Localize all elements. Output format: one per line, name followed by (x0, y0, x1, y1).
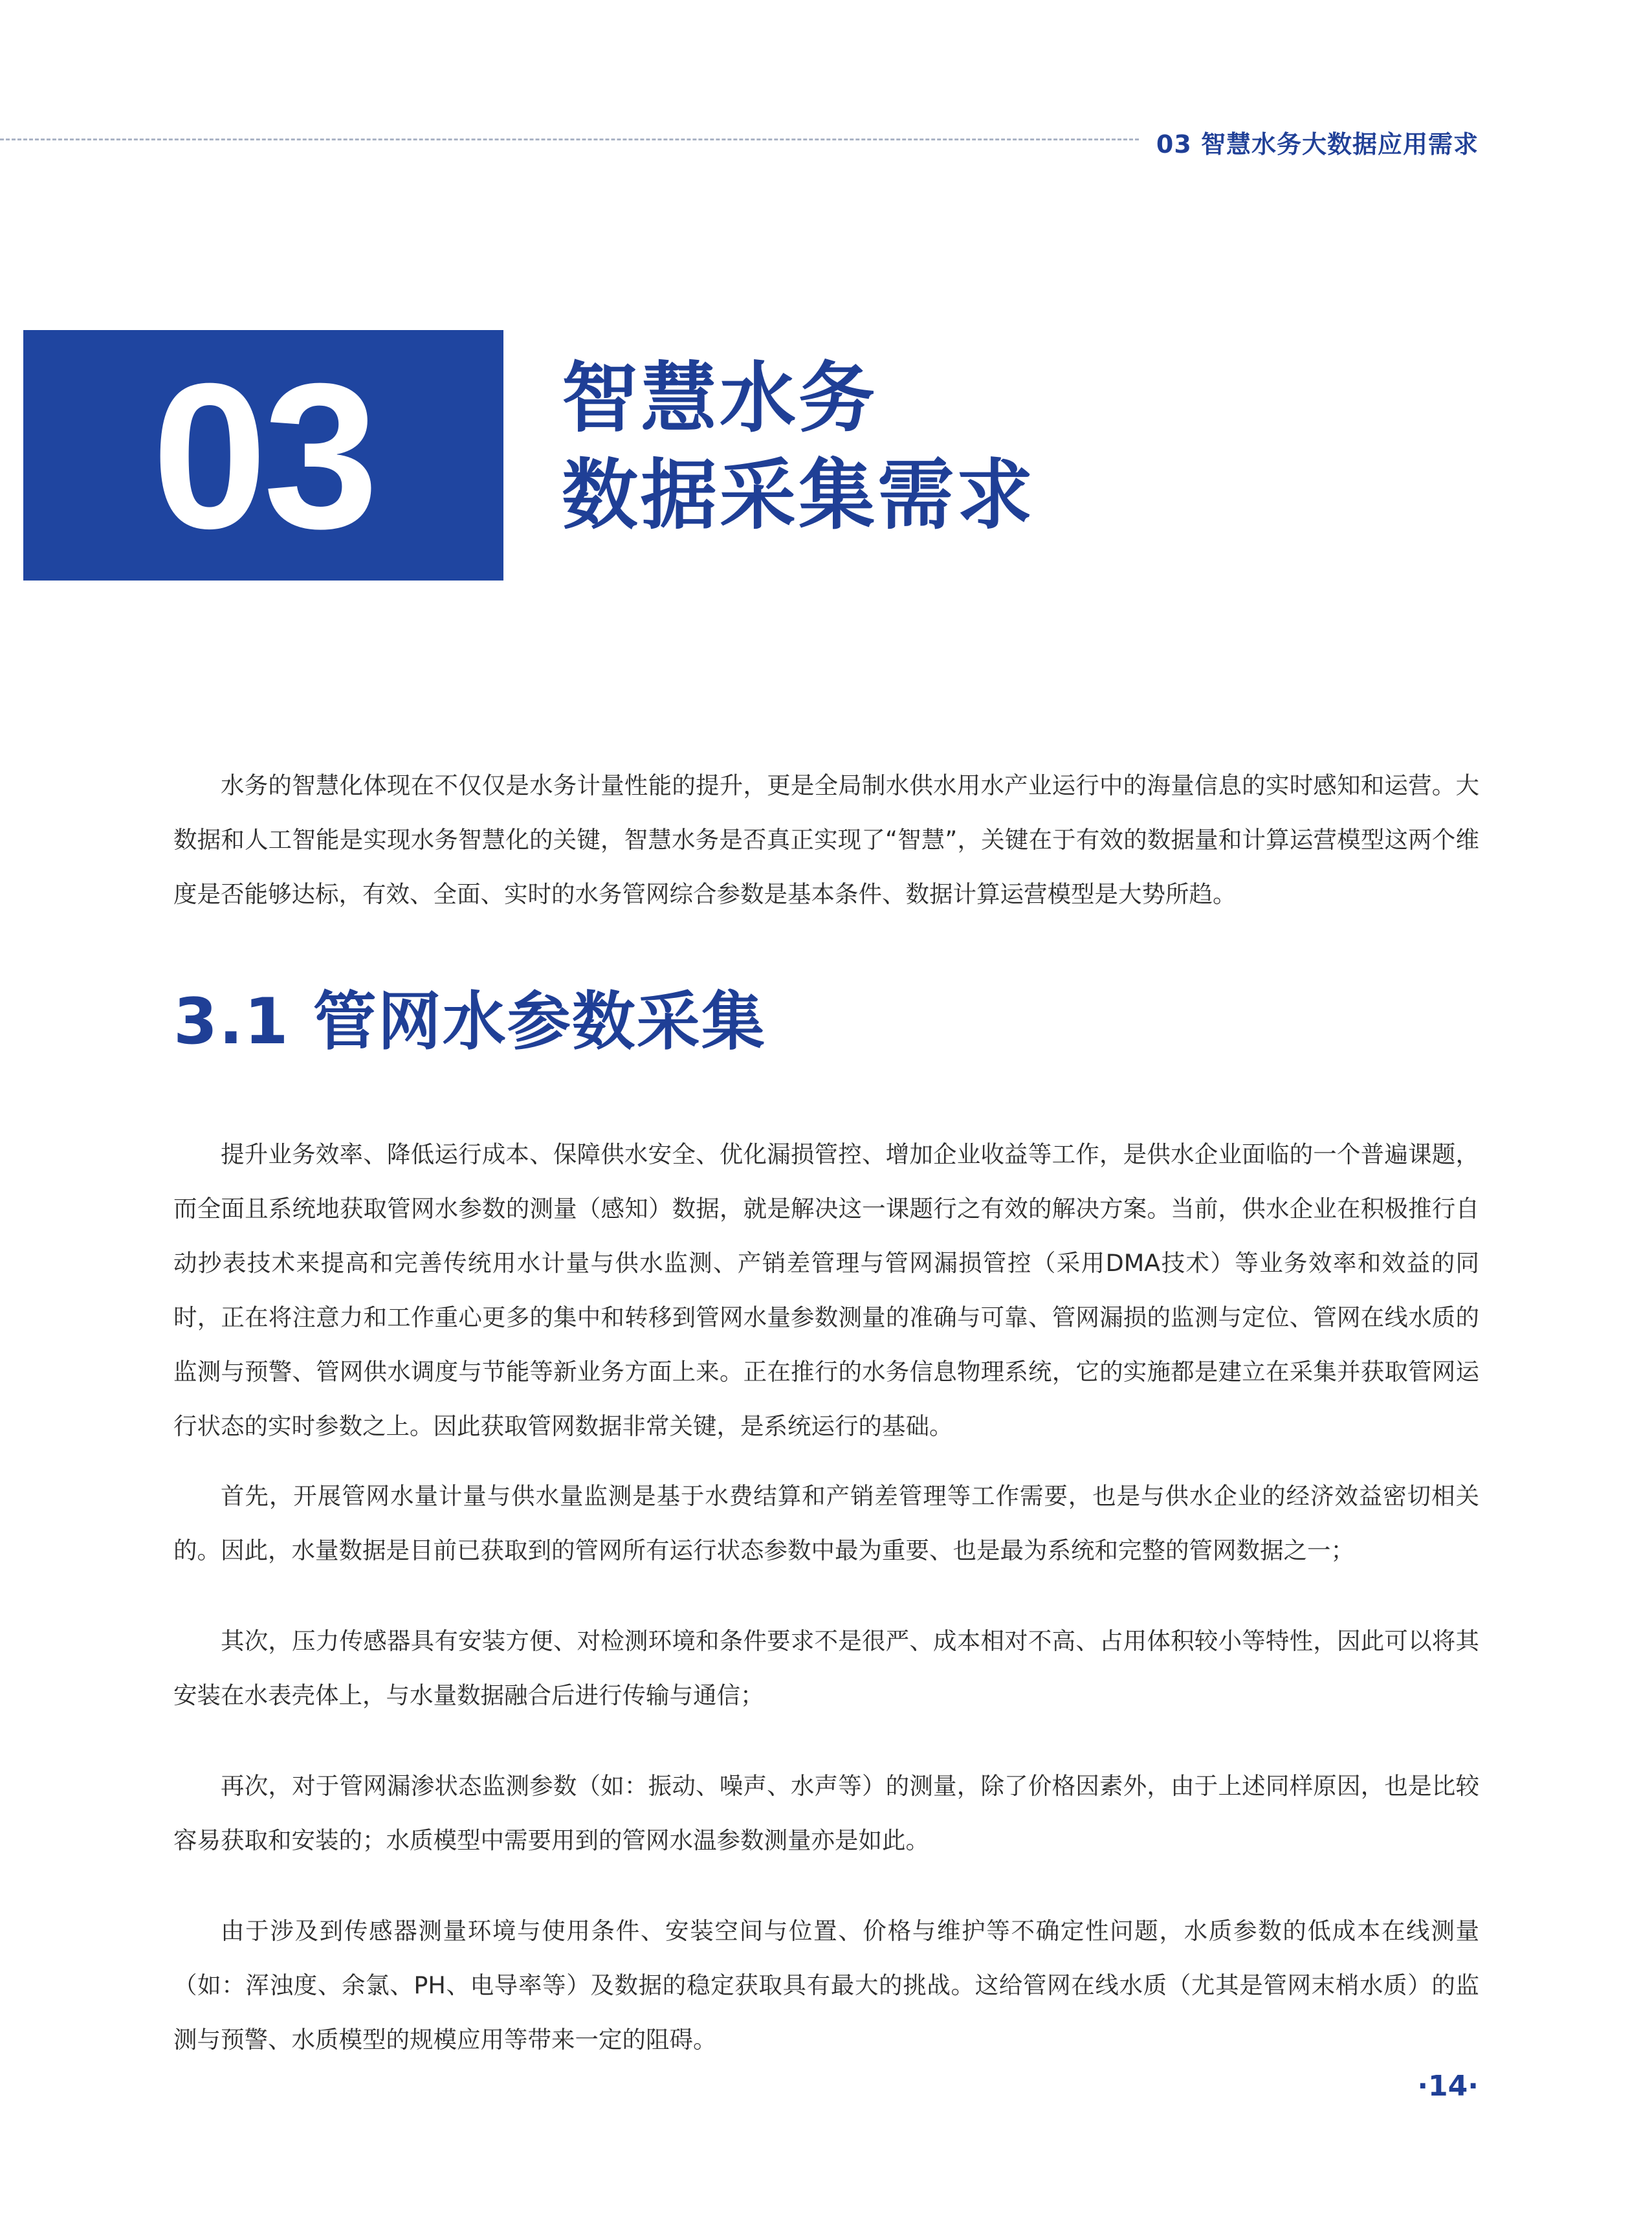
chapter-title-line-2: 数据采集需求 (562, 450, 1036, 540)
intro-paragraph: 水务的智慧化体现在不仅仅是水务计量性能的提升，更是全局制水供水用水产业运行中的海量信息的实时感知和运营。大数据和人工智能是实现水务智慧化的关键，智慧水务是否真正实现了“智慧”，关键在于有效的数据量和计算运营模型这两个维度是否能够达标，有效、全面、实时的水务管网综合参数是基本条件、数据计算运营模型是大势所趋。 (173, 771, 1479, 908)
section-paragraph-3: 其次，压力传感器具有安装方便、对检测环境和条件要求不是很严、成本相对不高、占用体积较小等特性，因此可以将其安装在水表壳体上，与水量数据融合后进行传输与通信； (173, 1627, 1479, 1709)
chapter-title-line-1: 智慧水务 (562, 353, 878, 443)
chapter-number-block (23, 330, 503, 581)
header-dashed-rule (0, 138, 1139, 140)
section-paragraph-1: 提升业务效率、降低运行成本、保障供水安全、优化漏损管控、增加企业收益等工作，是供水企业面临的一个普遍课题，而全面且系统地获取管网水参数的测量（感知）数据，就是解决这一课题行之有效的解决方案。当前，供水企业在积极推行自动抄表技术来提高和完善传统用水计量与供水监测、产销差管理与管网漏损管控（采用DMA技术）等业务效率和效益的同时，正在将注意力和工作重心更多的集中和转移到管网水量参数测量的准确与可靠、管网漏损的监测与定位、管网在线水质的监测与预警、管网供水调度与节能等新业务方面上来。正在推行的水务信息物理系统，它的实施都是建立在采集并获取管网运行状态的实时参数之上。因此获取管网数据非常关键，是系统运行的基础。 (173, 1140, 1479, 1440)
section-heading: 3.1 管网水参数采集 (173, 985, 766, 1059)
chapter-number: 03 (152, 339, 375, 571)
section-paragraph-2: 首先，开展管网水量计量与供水量监测是基于水费结算和产销差管理等工作需要，也是与供水企业的经济效益密切相关的。因此，水量数据是目前已获取到的管网所有运行状态参数中最为重要、也是最为系统和完整的管网数据之一； (173, 1482, 1479, 1564)
page-number: ·14· (1417, 2070, 1479, 2103)
running-header: 03 智慧水务大数据应用需求 (1156, 130, 1479, 159)
section-paragraph-4: 再次，对于管网漏渗状态监测参数（如：振动、噪声、水声等）的测量，除了价格因素外，由于上述同样原因，也是比较容易获取和安装的；水质模型中需要用到的管网水温参数测量亦是如此。 (173, 1772, 1479, 1854)
section-paragraph-5: 由于涉及到传感器测量环境与使用条件、安装空间与位置、价格与维护等不确定性问题，水质参数的低成本在线测量（如：浑浊度、余氯、PH、电导率等）及数据的稳定获取具有最大的挑战。这给管网在线水质（尤其是管网末梢水质）的监测与预警、水质模型的规模应用等带来一定的阻碍。 (173, 1917, 1479, 2053)
chapter-title (562, 349, 1035, 544)
